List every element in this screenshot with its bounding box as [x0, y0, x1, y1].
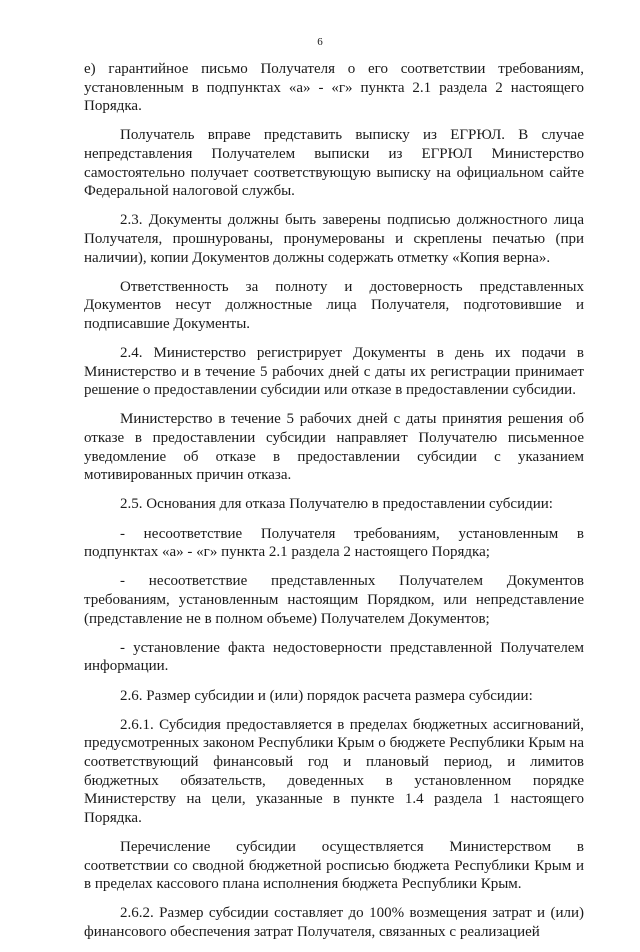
list-item-mismatch-documents: - несоответствие представленных Получателем Документов требованиям, установленным настоящим Порядком, или непредставление (представление не в полном объеме) Получателем Документов; [84, 573, 584, 627]
paragraph-2-6-2: 2.6.2. Размер субсидии составляет до 100% возмещения затрат и (или) финансового обеспечения затрат Получателя, связанных с реализацией [84, 905, 584, 940]
paragraph-2-6: 2.6. Размер субсидии и (или) порядок расчета размера субсидии: [120, 687, 533, 704]
paragraph-2-3: 2.3. Документы должны быть заверены подписью должностного лица Получателя, прошнурованы, пронумерованы и скреплены печатью (при наличии), копии Документов должны содержать отметку «Копия верна». [84, 212, 584, 266]
paragraph-responsibility: Ответственность за полноту и достоверность представленных Документов несут должностные лица Получателя, подготовившие и подписавшие Документы. [84, 278, 584, 332]
paragraph-2-5: 2.5. Основания для отказа Получателю в предоставлении субсидии: [120, 496, 553, 513]
page-number: 6 [317, 36, 323, 48]
paragraph-transfer: Перечисление субсидии осуществляется Министерством в соответствии со сводной бюджетной росписью бюджета Республики Крым и в пределах кассового плана исполнения бюджета Республики Крым. [84, 838, 584, 893]
document-body [84, 60, 584, 952]
paragraph-refusal-notice: Министерство в течение 5 рабочих дней с даты принятия решения об отказе в предоставлении субсидии направляет Получателю письменное уведомление об отказе в предоставлении субсидии с указанием мотивированных причин отказа. [84, 411, 584, 484]
list-item-mismatch-requirements: - несоответствие Получателя требованиям, установленным в подпунктах «а» - «г» пункта 2.1 раздела 2 настоящего Порядка; [84, 525, 584, 561]
paragraph-egrul-extract: Получатель вправе представить выписку из ЕГРЮЛ. В случае непредставления Получателем выписки из ЕГРЮЛ Министерство самостоятельно получает соответствующую выписку на официальном сайте Федеральной налоговой службы. [84, 127, 584, 200]
paragraph-2-6-1: 2.6.1. Субсидия предоставляется в пределах бюджетных ассигнований, предусмотренных законом Республики Крым о бюджете Республики Крым на соответствующий финансовый год и плановый период, и лимитов бюджетных обязательств, доведенных в установленном порядке Министерству на цели, указанные в пункте 1.4 раздела 1 настоящего Порядка. [84, 716, 584, 826]
list-item-unreliable-info: - установление факта недостоверности представленной Получателем информации. [84, 639, 584, 675]
paragraph-2-4: 2.4. Министерство регистрирует Документы в день их подачи в Министерство и в течение 5 рабочих дней с даты их регистрации принимает решение о предоставлении субсидии или отказе в предоставлении субсидии. [84, 345, 584, 399]
paragraph-e-guarantee-letter: е) гарантийное письмо Получателя о его соответствии требованиям, установленным в подпунктах «а» - «г» пункта 2.1 раздела 2 настоящего Порядка. [84, 61, 584, 115]
